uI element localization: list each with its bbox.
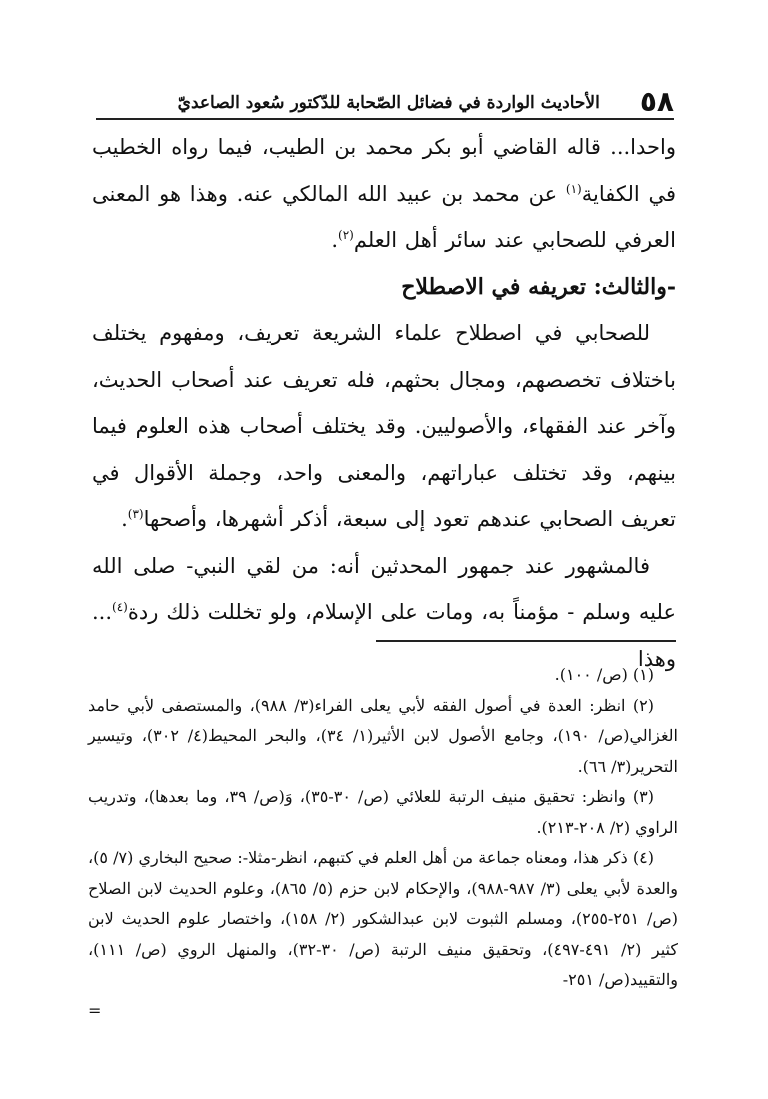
running-title: الأحاديث الواردة في فضائل الصّحابة للدّكتور سُعود الصاعديّ (177, 93, 600, 113)
footnote: (٤) ذكر هذا، ومعناه جماعة من أهل العلم في كتبهم، انظر-مثلا-: صحيح البخاري (٧/ ٥)، والعدة لأبي يعلى (٣/ ٩٨٧-٩٨٨)، والإحكام لابن حزم (٥/ ٨٦٥)، وعلوم الحديث لابن الصلاح (ص/ ٢٥١-٢٥٥)، ومسلم الثبوت لابن عبدالشكور (٢/ ١٥٨)، واختصار علوم الحديث لابن كثير (٢/ ٤٩١-٤٩٧)، وتحقيق منيف الرتبة (ص/ ٣٠-٣٢)، والمنهل الروي (ص/ ١١١)، والتقييد(ص/ ٢٥١- (88, 848, 679, 989)
footnote: (١) (ص/ ١٠٠). (554, 665, 654, 684)
paragraph-text: واحدا... قاله القاضي أبو بكر محمد بن الطيب، فيما رواه الخطيب في الكفاية (92, 135, 676, 206)
footnote: (٢) انظر: العدة في أصول الفقه لأبي يعلى الفراء(٣/ ٩٨٨)، والمستصفى لأبي حامد الغزالي(ص/ ١٩٠)، وجامع الأصول لابن الأثير(١/ ٣٤)، والبحر المحيط(٤/ ٣٠٢)، وتيسير التحرير(٣/ ٦٦). (88, 695, 678, 776)
footnote-ref: (٣) (127, 507, 144, 521)
footnote-continuation-mark: = (88, 1000, 102, 1020)
paragraph (92, 124, 676, 264)
paragraph-text: للصحابي في اصطلاح علماء الشريعة تعريف، ومفهوم يختلف باختلاف تخصصهم، ومجال بحثهم، فله تعريف عند أصحاب الحديث، وآخر عند الفقهاء، والأصوليين. وقد يختلف أصحاب هذه العلوم فيما بينهم، وقد تختلف عباراتهم، والمعنى واحد، وجملة الأقوال في تعريف الصحابي عندهم تعود إلى سبعة، أذكر أشهرها، وأصحها (92, 321, 676, 531)
footnote-ref: (٢) (338, 228, 354, 242)
paragraph-text: ... وهذا (92, 600, 676, 671)
footnotes (88, 660, 678, 1026)
footnote-separator (376, 640, 676, 642)
paragraph-text: . (331, 228, 339, 252)
footnote: (٣) وانظر: تحقيق منيف الرتبة للعلائي (ص/ ٣٠-٣٥)، وَ(ص/ ٣٩، وما بعدها)، وتدريب الراوي (٢/ ٢٠٨-٢١٣). (88, 787, 678, 837)
paragraph (92, 310, 676, 543)
page-number: ٥٨ (639, 85, 674, 118)
paragraph-text: . (121, 507, 128, 531)
paragraph-text: فالمشهور عند جمهور المحدثين أنه: من لقي النبي- صلى الله عليه وسلم - مؤمناً به، ومات على الإسلام، ولو تخللت ذلك ردة (92, 553, 676, 624)
footnote-ref: (١) (565, 181, 582, 196)
section-heading: -والثالث: تعريفه في الاصطلاح (401, 273, 676, 300)
main-text (92, 124, 676, 682)
paragraph-text: عن محمد بن عبيد الله المالكي عنه. وهذا هو المعنى العرفي للصحابي عند سائر أهل العلم (92, 181, 676, 252)
footnote-ref: (٤) (112, 600, 128, 614)
page-header (96, 84, 674, 120)
